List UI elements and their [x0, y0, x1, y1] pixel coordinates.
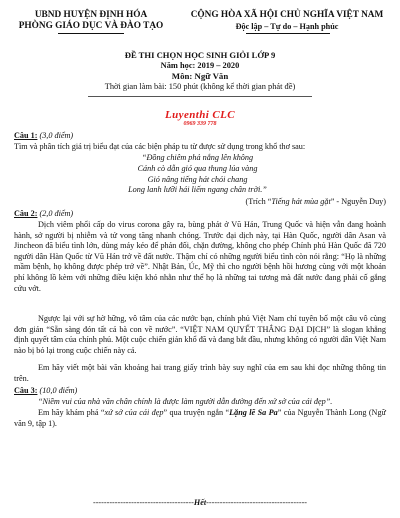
exam-year: Năm học: 2019 – 2020: [160, 61, 240, 70]
question-2-paragraph-3: Em hãy viết một bài văn khoảng hai trang giấy trình bày suy nghĩ của em sau khi đọc những thông tin trên.: [14, 363, 386, 383]
issuer-underline: [58, 33, 124, 34]
question-2-points: (2,0 điểm): [39, 209, 74, 218]
exam-subject: Môn: Ngữ Văn: [171, 71, 229, 81]
end-marker: [0, 498, 400, 507]
question-2-paragraph-2: Ngược lại với sự hờ hững, vô tâm của các nước bạn, chính phủ Việt Nam chí tuyên bố một câu vô cùng đơn giản “Sẵn sàng đón tất cả bà con về nước”. “VIỆT NAM QUYẾT THẮNG ĐẠI DỊCH” là slogan khẳng định quyết tâm của chính phủ. Một cuộc chiến giản khổ đã và đang bắt đầu, nhưng không có người dân Việt Nam nào bị bỏ lại trong cuộc chiến này cả.: [14, 314, 386, 355]
title-divider: [88, 96, 312, 97]
issuer-department: PHÒNG GIÁO DỤC VÀ ĐÀO TẠO: [18, 21, 164, 31]
issuer-block: [6, 10, 176, 32]
issuer-district: UBND HUYỆN ĐỊNH HÓA: [34, 10, 148, 20]
brand-phone: 0969 339 778: [183, 121, 217, 127]
question-1-label: Câu 1:: [14, 131, 38, 140]
task-text: ” qua truyện ngắn “: [163, 408, 230, 417]
end-label: Hết: [193, 498, 207, 507]
national-heading-block: [176, 10, 398, 32]
question-2-label: Câu 2:: [14, 209, 38, 218]
question-1-prompt: Tìm và phân tích giá trị biểu đạt của các biện pháp tu từ được sử dụng trong khổ thơ sau:: [14, 142, 306, 151]
source-suffix: ” - Nguyễn Duy): [330, 197, 386, 206]
poem-line: Long lanh lưỡi hái liếm ngang chân trời.”: [128, 185, 267, 195]
national-motto: Độc lập – Tự do – Hạnh phúc: [235, 22, 339, 31]
motto-underline: [246, 33, 330, 34]
question-3-heading: [14, 386, 77, 397]
poem-line: Gió nâng tiếng hát chói chang: [147, 174, 248, 184]
question-1-source: [246, 197, 386, 208]
question-3-points: (10,0 điểm): [39, 386, 78, 395]
end-dashes-right: -------------------------------------: [206, 498, 308, 507]
task-story-title: Lặng lẽ Sa Pa: [229, 408, 278, 417]
question-2-heading: [14, 209, 73, 220]
question-1-points: (3,0 điểm): [39, 131, 74, 140]
question-3-task: [14, 408, 386, 429]
poem-line: Cánh cò dẫn gió qua thung lúa vàng: [137, 163, 258, 173]
question-3-quote: “Niềm vui của nhà văn chân chính là được làm người dẫn đường đến xứ sở của cái đẹp”.: [38, 397, 333, 406]
brand-logo: Luyenthi CLC: [165, 109, 235, 121]
question-2-paragraph-1: Dịch viêm phổi cấp do virus corona gây ra, bùng phát ở Vũ Hán, Trung Quốc và hiện vẫn đang hoành hành, sở người bị nhiễm và tử vong tăng nhanh chóng. Trước đại dịch này, tại Hàn Quốc, người dân Asan và Jincheon đã biểu tình lớn, dùng máy kéo để phản đối, chặn đường, không cho phép Chính phủ Hàn Quốc đã 720 người dân Hàn Quốc từ Vũ Hán trở về đất nước. Thậm chí có những người biểu tình còn nói rằng: “Họ là những mầm bệnh, họ không được phép trở về”. Nhật Bản, Úc, Mỹ thì cho người bệnh hồi hương cùng với một khoản phí không lồ kèm với những điều kiện khó nhằn như thể họ là những tai tương mà đất nước đang phải cố gắng cứu vớt.: [14, 220, 386, 293]
question-3-label: Câu 3:: [14, 386, 38, 395]
exam-duration: Thời gian làm bài: 150 phút (không kể thời gian phát đề): [104, 82, 296, 91]
end-dashes-left: -------------------------------------: [92, 498, 194, 507]
source-title: Tiếng hát mùa gặt: [271, 197, 331, 206]
source-prefix: (Trích “: [245, 197, 272, 206]
task-text: Em hãy khám phá “: [38, 408, 105, 417]
task-italic: xứ sở của cái đẹp: [104, 408, 164, 417]
question-1-heading: [14, 131, 73, 142]
question-1-poem: [95, 153, 300, 196]
exam-title: ĐỀ THI CHỌN HỌC SINH GIỎI LỚP 9: [124, 50, 276, 60]
task-text: ” của Nguyễn Thành Long (Ngữ văn 9, tập 1).: [14, 408, 386, 428]
poem-line: “Đồng chiêm phả nắng lên không: [141, 153, 254, 162]
national-name: CỘNG HÒA XÃ HỘI CHỦ NGHĨA VIỆT NAM: [190, 10, 384, 20]
